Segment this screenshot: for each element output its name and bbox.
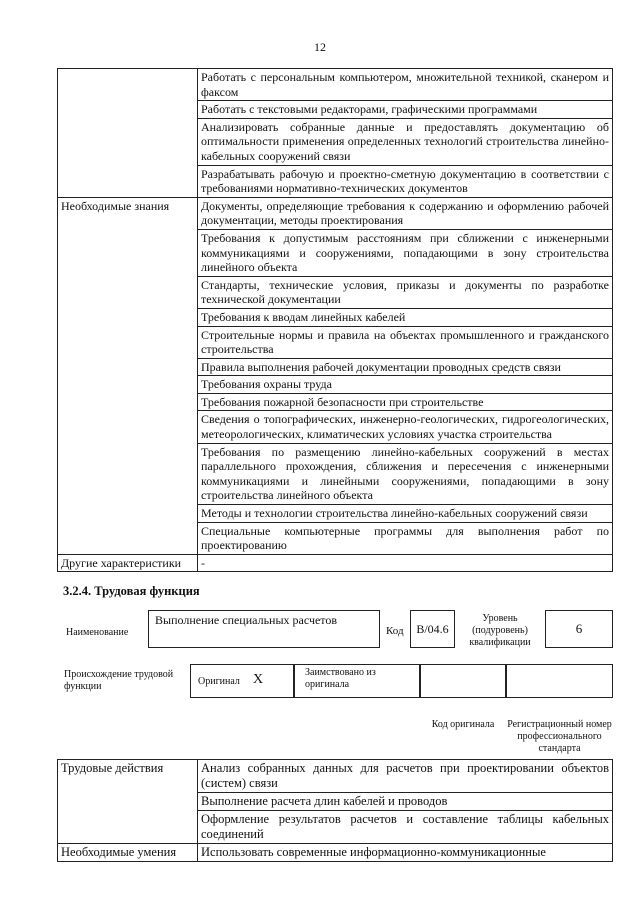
row-item-text: Анализировать собранные данные и предоставлять документацию об оптимальности применения определенных технологий строительства линейно-кабельных сооружений связи	[198, 118, 613, 165]
code-original-label: Код оригинала	[431, 719, 495, 730]
row-item-text: Использовать современные информационно-коммуникационные	[198, 844, 613, 862]
row-item-text: Специальные компьютерные программы для выполнения работ по проектированию	[198, 522, 613, 554]
original-mark: X	[253, 672, 264, 687]
labor-actions-table	[57, 759, 613, 862]
origin-label: Происхождение трудовой функции	[64, 669, 174, 692]
row-item-text: Сведения о топографических, инженерно-геологических, гидрогеологических, метеорологических, климатических условиях участка строительства	[198, 411, 613, 443]
name-value-box	[148, 610, 380, 648]
table-row	[58, 760, 613, 793]
table-row	[58, 69, 613, 101]
row-group-label: Трудовые действия	[58, 760, 198, 844]
row-item-text: Методы и технологии строительства линейно-кабельных сооружений связи	[198, 505, 613, 523]
row-item-text: Оформление результатов расчетов и составление таблицы кабельных соединений	[198, 811, 613, 844]
row-item-text: Выполнение расчета длин кабелей и проводов	[198, 793, 613, 811]
reg-number-label: Регистрационный номер профессионального стандарта	[507, 719, 612, 754]
row-group-label: Необходимые знания	[58, 197, 198, 554]
reg-number-box	[506, 664, 613, 698]
row-group-label: Необходимые умения	[58, 844, 198, 862]
level-value-box	[545, 610, 613, 648]
page-number: 12	[314, 40, 326, 54]
skills-knowledge-table	[57, 68, 613, 572]
row-item-text: Анализ собранных данных для расчетов при проектировании объектов (систем) связи	[198, 760, 613, 793]
borrowed-label: Заимствовано из оригинала	[305, 667, 376, 690]
row-item-text: Работать с текстовыми редакторами, графическими программами	[198, 101, 613, 119]
name-value: Выполнение специальных расчетов	[155, 613, 338, 627]
row-group-label	[58, 69, 198, 198]
row-item-text: Требования к допустимым расстояниям при сближении с инженерными коммуникациями и сооружениями, попадающими в зону строительства линейного объекта	[198, 229, 613, 276]
section-title: 3.2.4. Трудовая функция	[63, 584, 200, 598]
row-item-text: Строительные нормы и правила на объектах промышленного и гражданского строительства	[198, 326, 613, 358]
level-label: Уровень (подуровень) квалификации	[469, 613, 531, 648]
table-row	[58, 554, 613, 572]
row-item-text: Требования по размещению линейно-кабельных сооружений в местах параллельного прохождения, сближения и пересечения с инженерными коммуникациями и линейными сооружениями, попадающими в зону строительства линейного объекта	[198, 443, 613, 504]
row-item-text: Требования охраны труда	[198, 376, 613, 394]
original-label: Оригинал	[198, 676, 240, 687]
level-value: 6	[575, 621, 583, 636]
borrowed-box	[294, 664, 420, 698]
code-original-box	[420, 664, 506, 698]
name-label: Наименование	[66, 627, 129, 638]
row-item-text: Разрабатывать рабочую и проектно-сметную документацию в соответствии с требованиями нормативно-технических документов	[198, 165, 613, 197]
row-item-text: Требования пожарной безопасности при строительстве	[198, 393, 613, 411]
original-box	[190, 664, 294, 698]
row-group-label: Другие характеристики	[58, 554, 198, 572]
row-item-text: -	[198, 554, 613, 572]
table-row	[58, 197, 613, 229]
code-value: В/04.6	[416, 621, 449, 636]
row-item-text: Работать с персональным компьютером, множительной техникой, сканером и факсом	[198, 69, 613, 101]
table-row	[58, 844, 613, 862]
row-item-text: Стандарты, технические условия, приказы и документы по разработке технической документации	[198, 276, 613, 308]
code-value-box	[410, 610, 455, 648]
code-label: Код	[386, 625, 404, 637]
row-item-text: Правила выполнения рабочей документации проводных средств связи	[198, 358, 613, 376]
row-item-text: Требования к вводам линейных кабелей	[198, 308, 613, 326]
row-item-text: Документы, определяющие требования к содержанию и оформлению рабочей документации, методы проектирования	[198, 197, 613, 229]
